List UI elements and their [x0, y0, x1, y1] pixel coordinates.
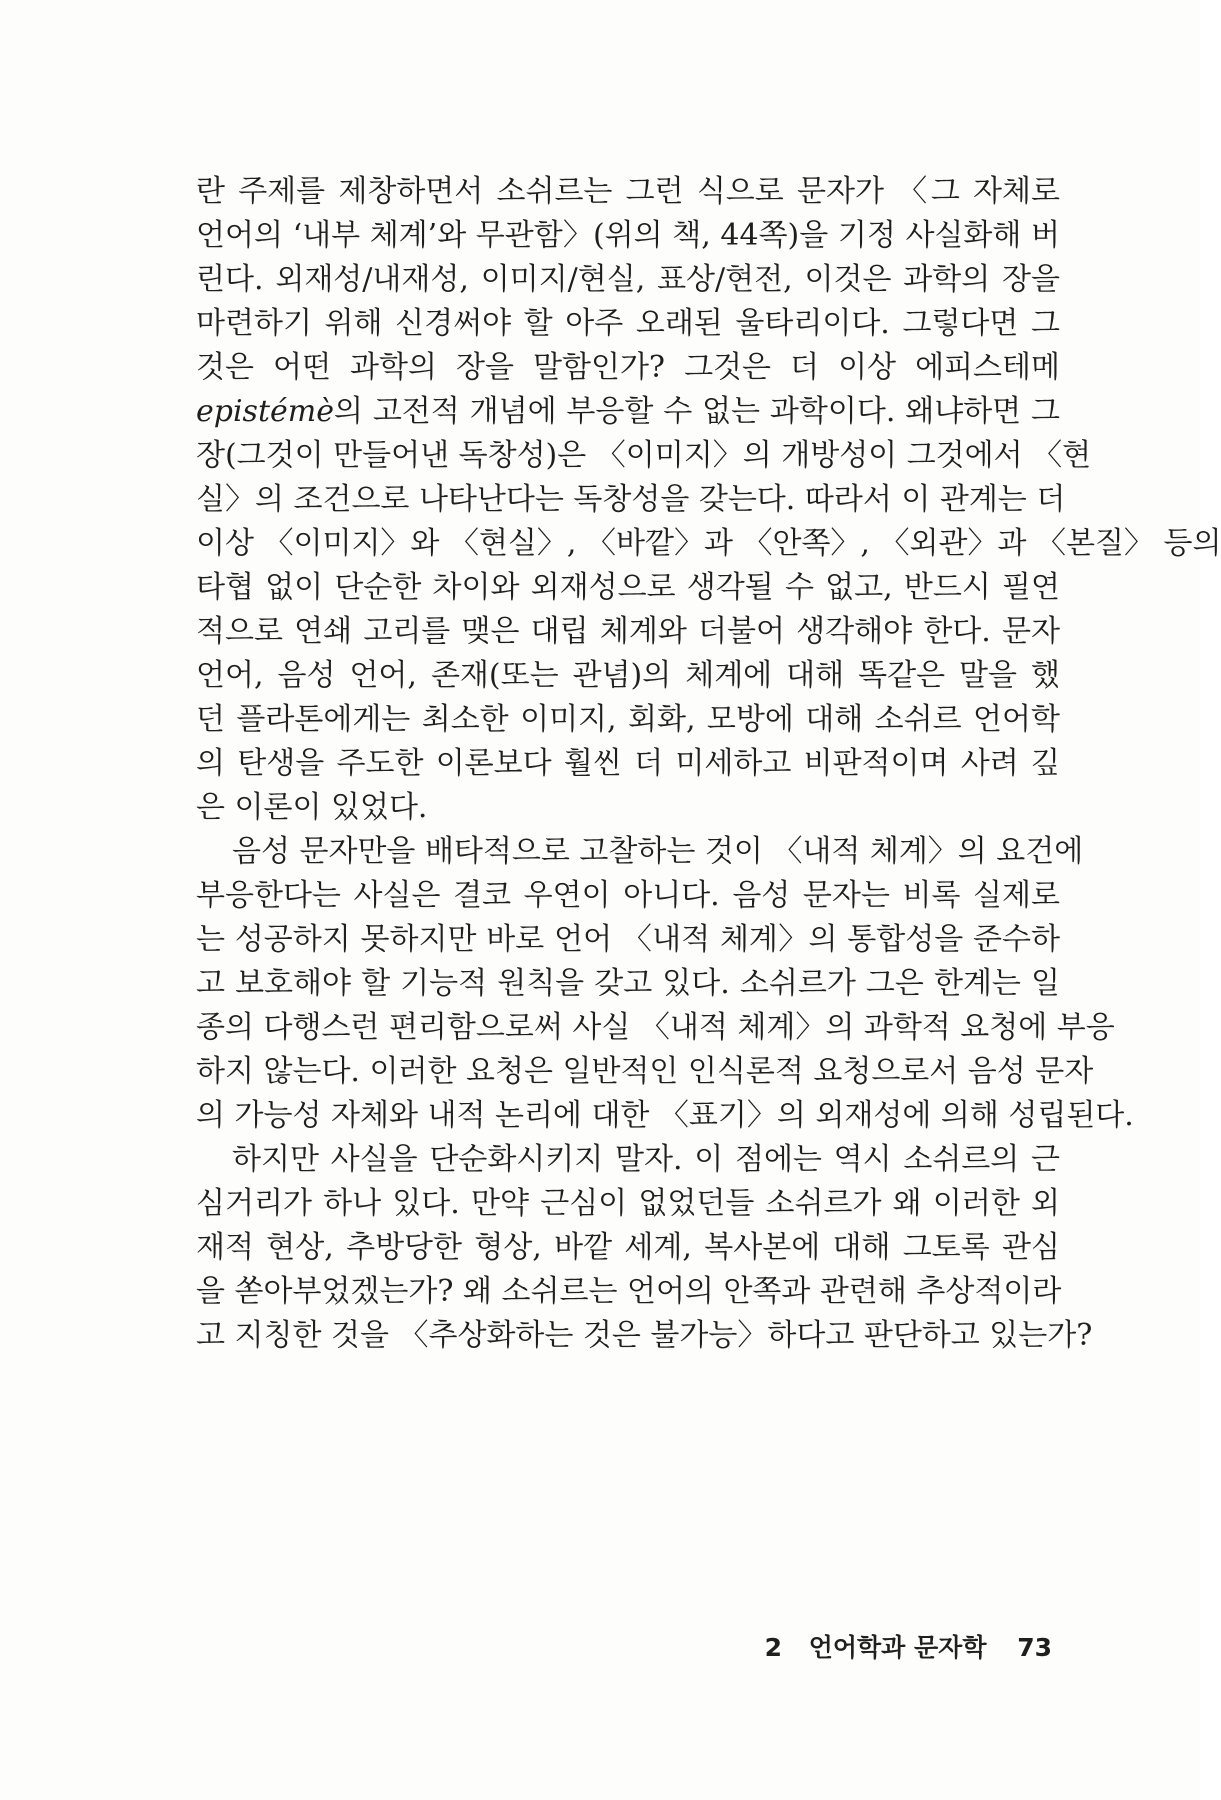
text-line: 란 주제를 제창하면서 소쉬르는 그런 식으로 문자가 〈그 자체로 [196, 174, 1060, 209]
text-line: 의 가능성 자체와 내적 논리에 대한 〈표기〉의 외재성에 의해 성립된다. [196, 1098, 1134, 1133]
text-line: 타협 없이 단순한 차이와 외재성으로 생각될 수 없고, 반드시 필연 [196, 570, 1060, 605]
text-line-with-italic [196, 390, 1060, 434]
text-line: 을 쏟아부었겠는가? 왜 소쉬르는 언어의 안쪽과 관련해 추상적이라 [196, 1274, 1062, 1309]
chapter-number: 2 [764, 1633, 782, 1662]
text-line: 장(그것이 만들어낸 독창성)은 〈이미지〉의 개방성이 그것에서 〈현 [196, 438, 1092, 473]
text-line: 재적 현상, 추방당한 형상, 바깥 세계, 복사본에 대해 그토록 관심 [196, 1230, 1060, 1265]
text-line: 적으로 연쇄 고리를 맺은 대립 체계와 더불어 생각해야 한다. 문자 [196, 614, 1060, 649]
body-text [196, 170, 1221, 1358]
text-line: 음성 문자만을 배타적으로 고찰하는 것이 〈내적 체계〉의 요건에 [232, 834, 1084, 869]
text-line: 의 탄생을 주도한 이론보다 훨씬 더 미세하고 비판적이며 사려 깊 [196, 746, 1060, 781]
text-line: 이상 〈이미지〉와 〈현실〉, 〈바깥〉과 〈안쪽〉, 〈외관〉과 〈본질〉 등의 [196, 526, 1221, 561]
text-line: 것은 어떤 과학의 장을 말함인가? 그것은 더 이상 에피스테메 [196, 350, 1060, 385]
text-line: 하지만 사실을 단순화시키지 말자. 이 점에는 역시 소쉬르의 근 [232, 1142, 1060, 1177]
text-line: 실〉의 조건으로 나타난다는 독창성을 갖는다. 따라서 이 관계는 더 [196, 482, 1066, 517]
text-line: 린다. 외재성/내재성, 이미지/현실, 표상/현전, 이것은 과학의 장을 [196, 262, 1060, 297]
italic-term: epistémè [196, 394, 334, 429]
text-line: 심거리가 하나 있다. 만약 근심이 없었던들 소쉬르가 왜 이러한 외 [196, 1186, 1060, 1221]
text-line: 언어의 ‘내부 체계’와 무관함〉(위의 책, 44쪽)을 기정 사실화해 버 [196, 218, 1060, 253]
text-line: 부응한다는 사실은 결코 우연이 아니다. 음성 문자는 비록 실제로 [196, 878, 1060, 913]
text-line: 언어, 음성 언어, 존재(또는 관념)의 체계에 대해 똑같은 말을 했 [196, 658, 1060, 693]
running-footer [765, 1628, 1052, 1664]
text-line: 마련하기 위해 신경써야 할 아주 오래된 울타리이다. 그렇다면 그 [196, 306, 1060, 341]
text-line: 는 성공하지 못하지만 바로 언어 〈내적 체계〉의 통합성을 준수하 [196, 922, 1060, 957]
text-line: 던 플라톤에게는 최소한 이미지, 회화, 모방에 대해 소쉬르 언어학 [196, 702, 1060, 737]
text-line: 고 지칭한 것을 〈추상화하는 것은 불가능〉하다고 판단하고 있는가? [196, 1318, 1093, 1353]
page-number: 73 [1017, 1633, 1052, 1662]
text-line: 하지 않는다. 이러한 요청은 일반적인 인식론적 요청으로서 음성 문자 [196, 1054, 1094, 1089]
text-line: 고 보호해야 할 기능적 원칙을 갖고 있다. 소쉬르가 그은 한계는 일 [196, 966, 1060, 1001]
chapter-title: 언어학과 문자학 [808, 1633, 987, 1662]
text-line: 은 이론이 있었다. [196, 790, 428, 825]
text-line: 종의 다행스런 편리함으로써 사실 〈내적 체계〉의 과학적 요청에 부응 [196, 1010, 1115, 1045]
text-line-rest: 의 고전적 개념에 부응할 수 없는 과학이다. 왜냐하면 그 [333, 394, 1060, 429]
